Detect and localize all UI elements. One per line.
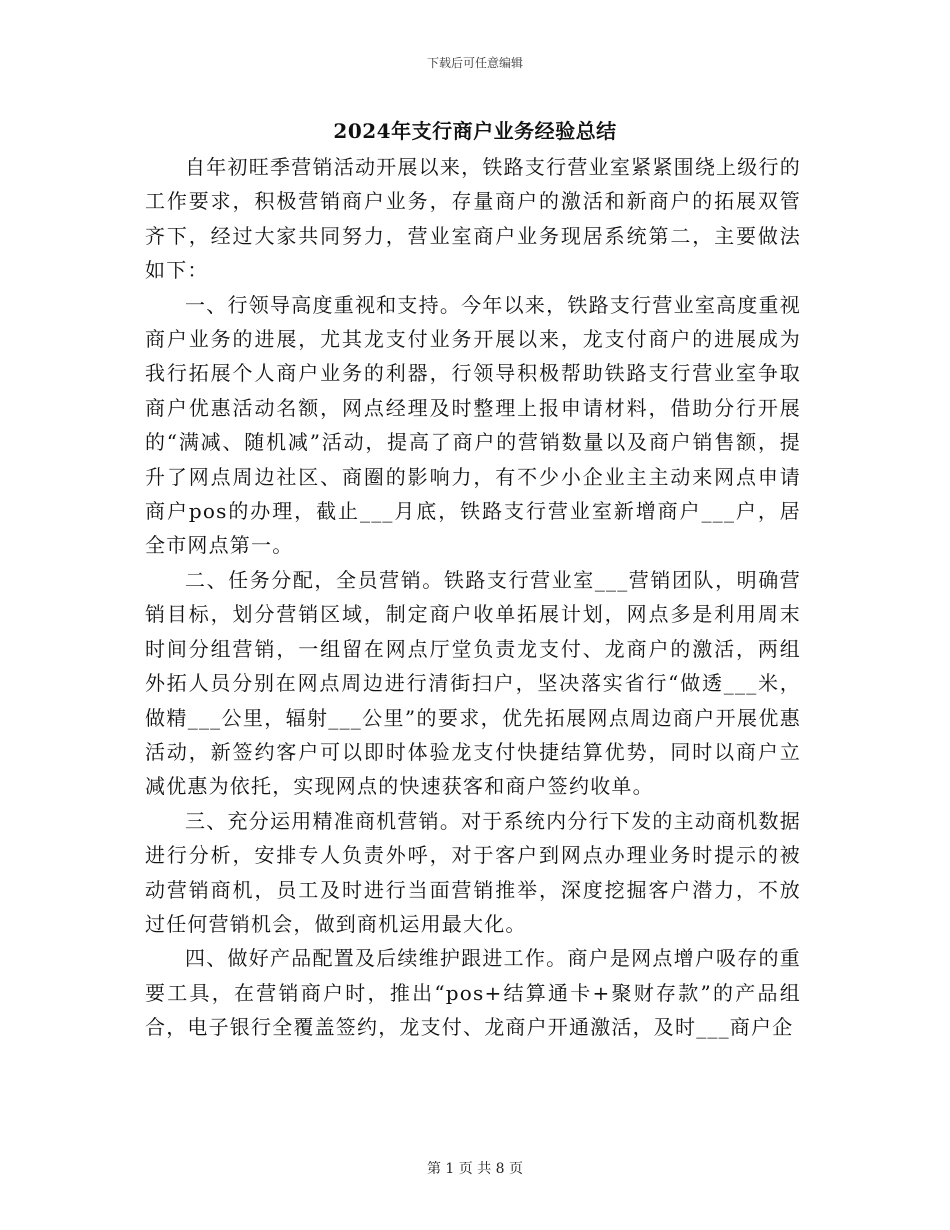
paragraph-intro: 自年初旺季营销活动开展以来，铁路支行营业室紧紧围绕上级行的工作要求，积极营销商户业务，存量商户的激活和新商户的拓展双管齐下，经过大家共同努力，营业室商户业务现居系统第二，主要做法如下：	[145, 155, 801, 283]
paragraph-section-4: 四、做好产品配置及后续维护跟进工作。商户是网点增户吸存的重要工具，在营销商户时，推出“pos+结算通卡+聚财存款”的产品组合，电子银行全覆盖签约，龙支付、龙商户开通激活，及时___商户企	[145, 946, 801, 1040]
page-header-note: 下载后可任意编辑	[426, 56, 523, 70]
page-number-footer: 第 1 页 共 8 页	[426, 1161, 524, 1177]
paragraph-section-3: 三、充分运用精准商机营销。对于系统内分行下发的主动商机数据进行分析，安排专人负责外呼，对于客户到网点办理业务时提示的被动营销商机，员工及时进行当面营销推举，深度挖掘客户潜力，不放过任何营销机会，做到商机运用最大化。	[145, 808, 801, 936]
document-body	[145, 150, 801, 1045]
document-title: 2024年支行商户业务经验总结	[333, 119, 617, 143]
paragraph-section-2: 二、任务分配，全员营销。铁路支行营业室___营销团队，明确营销目标，划分营销区域，制定商户收单拓展计划，网点多是利用周末时间分组营销，一组留在网点厅堂负责龙支付、龙商户的激活，两组外拓人员分别在网点周边进行清街扫户，坚决落实省行“做透___米，做精___公里，辐射___公里”的要求，优先拓展网点周边商户开展优惠活动，新签约客户可以即时体验龙支付快捷结算优势，同时以商户立减优惠为依托，实现网点的快速获客和商户签约收单。	[145, 567, 801, 799]
paragraph-section-1: 一、行领导高度重视和支持。今年以来，铁路支行营业室高度重视商户业务的进展，尤其龙支付业务开展以来，龙支付商户的进展成为我行拓展个人商户业务的利器，行领导积极帮助铁路支行营业室争取商户优惠活动名额，网点经理及时整理上报申请材料，借助分行开展的“满减、随机减”活动，提高了商户的营销数量以及商户销售额，提升了网点周边社区、商圈的影响力，有不少小企业主主动来网点申请商户pos的办理，截止___月底，铁路支行营业室新增商户___户，居全市网点第一。	[145, 292, 801, 558]
